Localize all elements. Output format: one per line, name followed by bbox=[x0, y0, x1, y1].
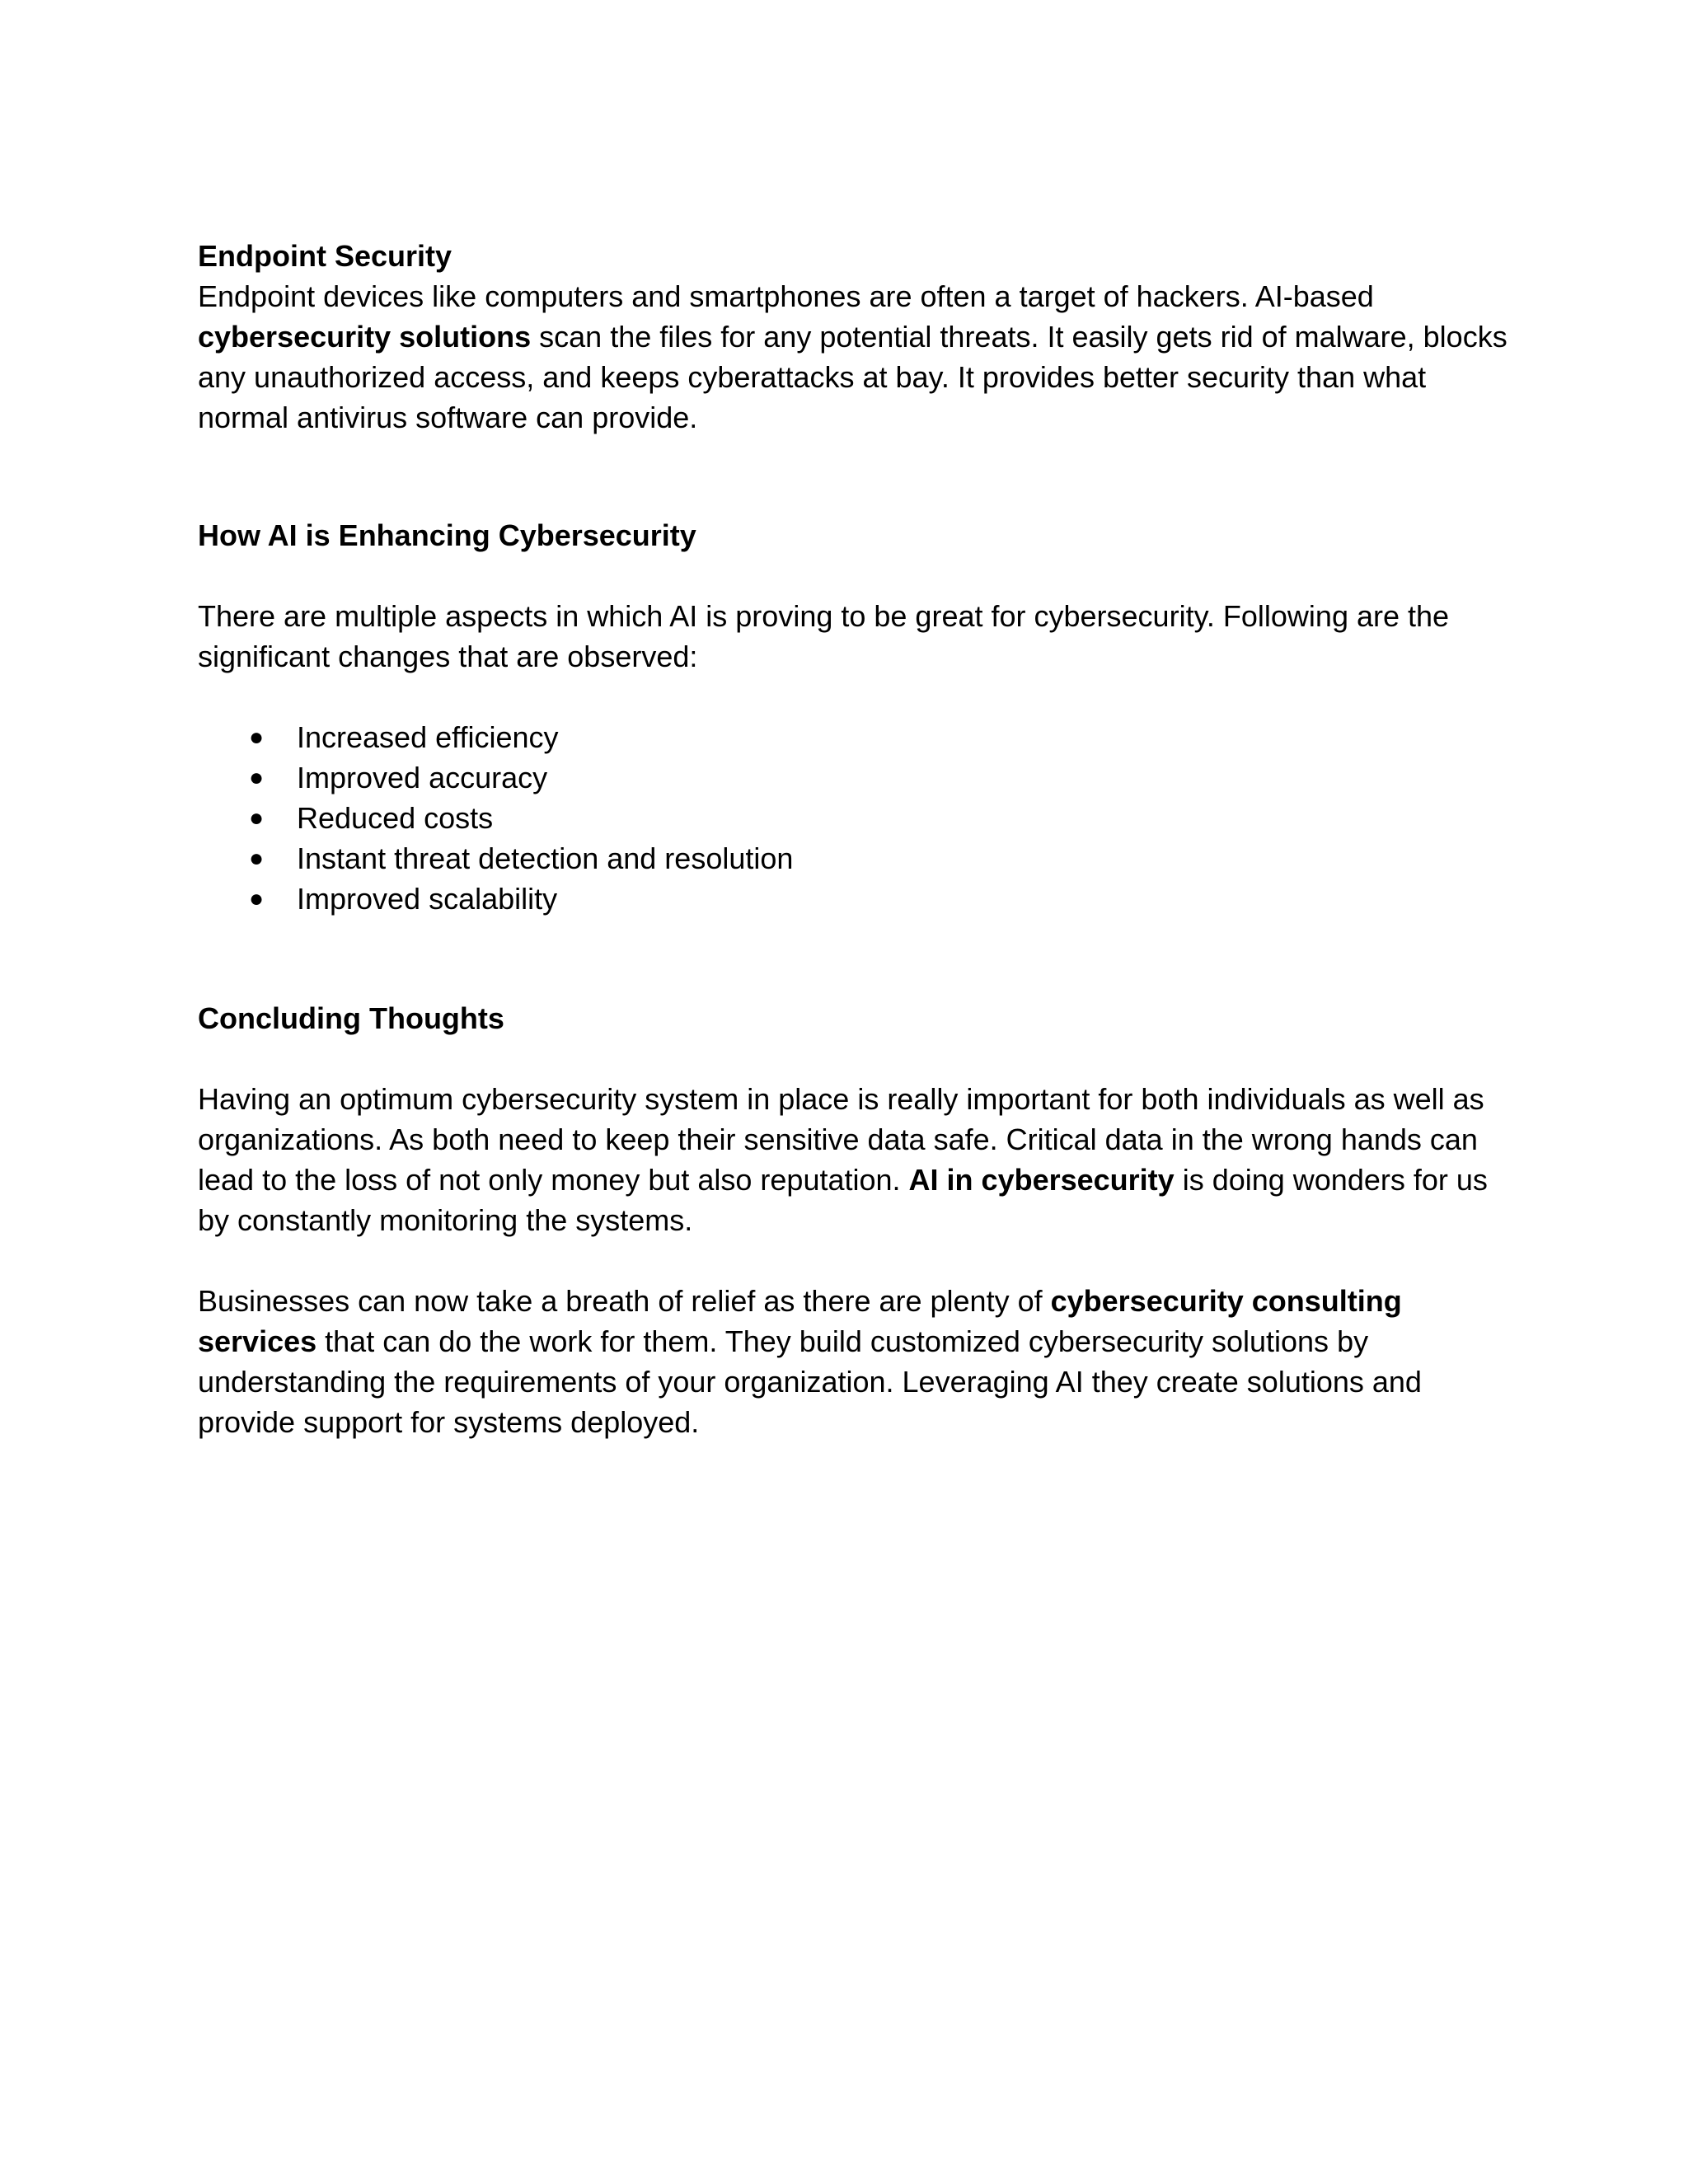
list-item bbox=[198, 757, 1517, 798]
concluding-thoughts-heading: Concluding Thoughts bbox=[198, 1001, 504, 1035]
list-item bbox=[198, 717, 1517, 757]
bullet-icon: ● bbox=[249, 804, 265, 832]
how-ai-section bbox=[198, 515, 1517, 919]
bullet-icon: ● bbox=[249, 764, 265, 791]
ai-in-cybersecurity-bold: AI in cybersecurity bbox=[908, 1163, 1175, 1197]
list-item-label: Increased efficiency bbox=[297, 720, 559, 754]
list-item bbox=[198, 798, 1517, 838]
spacer bbox=[198, 677, 1517, 717]
list-item-label: Reduced costs bbox=[297, 801, 494, 835]
concluding-p1-text-a: Having an optimum cybersecurity system in place is really important for both individuals as well as organizations. As both need to keep their sensitive data safe. Critical data in the wrong hands can lead to the loss of not only money but also reputation. bbox=[198, 1082, 1484, 1197]
cybersecurity-consulting-services-bold: cybersecurity consulting services bbox=[198, 1284, 1402, 1358]
endpoint-security-paragraph bbox=[198, 276, 1517, 438]
concluding-thoughts-section bbox=[198, 998, 1517, 1442]
bullet-icon: ● bbox=[249, 885, 265, 912]
list-item bbox=[198, 838, 1517, 879]
bullet-icon: ● bbox=[249, 724, 265, 751]
concluding-p1-text-c: is doing wonders for us by constantly monitoring the systems. bbox=[198, 1163, 1488, 1237]
changes-list bbox=[198, 717, 1517, 919]
bullet-icon: ● bbox=[249, 845, 265, 872]
cybersecurity-solutions-bold: cybersecurity solutions bbox=[198, 320, 532, 354]
concluding-paragraph-1 bbox=[198, 1079, 1517, 1240]
endpoint-security-heading: Endpoint Security bbox=[198, 239, 452, 273]
list-item-label: Improved scalability bbox=[297, 882, 558, 916]
endpoint-text-c: scan the files for any potential threats. It easily gets rid of malware, blocks any unauthorized access, and keeps cyberattacks at bay. It provides better security than what normal antivirus software can provide. bbox=[198, 320, 1507, 434]
spacer bbox=[198, 555, 1517, 596]
list-item bbox=[198, 879, 1517, 919]
spacer bbox=[198, 1038, 1517, 1079]
spacer bbox=[198, 1240, 1517, 1281]
concluding-paragraph-2 bbox=[198, 1281, 1517, 1442]
how-ai-intro-paragraph: There are multiple aspects in which AI is proving to be great for cybersecurity. Following are the significant changes that are observed: bbox=[198, 599, 1450, 673]
endpoint-security-section bbox=[198, 236, 1517, 438]
list-item-label: Instant threat detection and resolution bbox=[297, 841, 794, 875]
endpoint-text-a: Endpoint devices like computers and smartphones are often a target of hackers. AI-based bbox=[198, 279, 1374, 313]
how-ai-heading: How AI is Enhancing Cybersecurity bbox=[198, 518, 696, 552]
list-item-label: Improved accuracy bbox=[297, 761, 548, 794]
concluding-p2-text-c: that can do the work for them. They build customized cybersecurity solutions by understanding the requirements of your organization. Leveraging AI they create solutions and provide support for systems deployed. bbox=[198, 1324, 1422, 1439]
concluding-p2-text-a: Businesses can now take a breath of relief as there are plenty of bbox=[198, 1284, 1051, 1318]
